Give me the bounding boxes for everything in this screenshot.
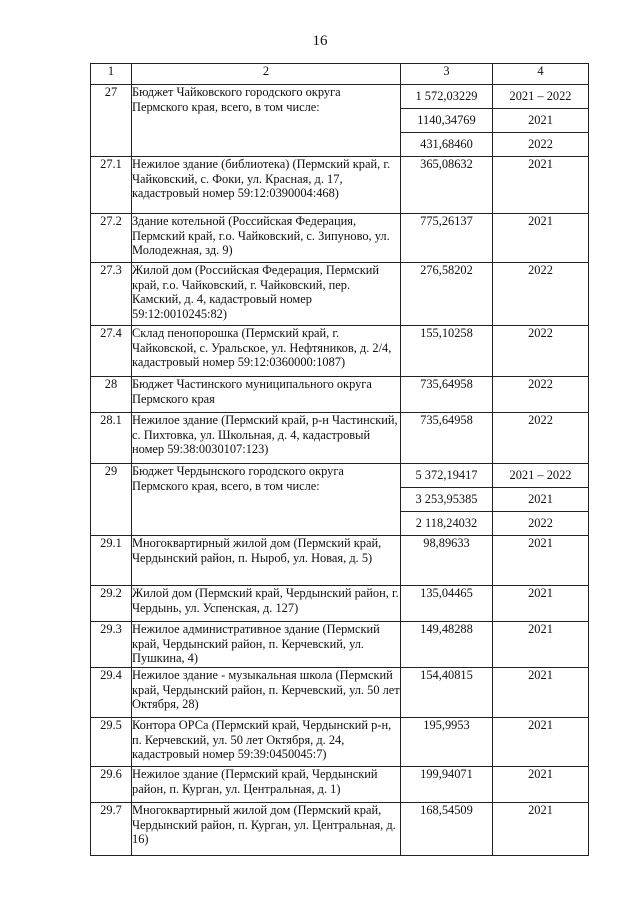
table-row bbox=[91, 157, 589, 214]
table-row bbox=[91, 263, 589, 326]
row-number: 28 bbox=[91, 377, 132, 413]
row-amount: 3 253,95385 bbox=[401, 488, 492, 512]
row-amount: 2 118,24032 bbox=[415, 516, 478, 530]
row-year: 2021 bbox=[493, 586, 589, 622]
row-name: Контора ОРСа (Пермский край, Чердынский р-н, п. Керчевский, ул. 50 лет Октября, д. 24, кадастровый номер 59:39:0450045:7) bbox=[132, 718, 401, 767]
row-year: 2021 bbox=[493, 214, 589, 263]
row-number: 29.5 bbox=[91, 718, 132, 767]
row-amount: 735,64958 bbox=[401, 377, 493, 413]
row-year: 2021 bbox=[493, 536, 589, 586]
row-amount: 775,26137 bbox=[401, 214, 493, 263]
row-amount: 365,08632 bbox=[401, 157, 493, 214]
table-row bbox=[91, 668, 589, 718]
header-row bbox=[91, 64, 589, 85]
table-row bbox=[91, 767, 589, 803]
table-row bbox=[91, 413, 589, 464]
row-year: 2021 bbox=[493, 622, 589, 668]
row-amount: 431,68460 bbox=[420, 137, 473, 151]
row-amount: 135,04465 bbox=[401, 586, 493, 622]
row-amount: 168,54509 bbox=[401, 803, 493, 856]
row-name: Бюджет Чайковского городского округа Пермского края, всего, в том числе: bbox=[132, 85, 401, 157]
row-name: Многоквартирный жилой дом (Пермский край, Чердынский район, п. Курган, ул. Центральная, д. 16) bbox=[132, 803, 401, 856]
row-name: Нежилое здание (Пермский край, р-н Частинский, с. Пихтовка, ул. Школьная, д. 4, кадастровый номер 59:38:0030107:123) bbox=[132, 413, 401, 464]
row-name: Бюджет Частинского муниципального округа Пермского края bbox=[132, 377, 401, 413]
table-row bbox=[91, 536, 589, 586]
row-years bbox=[493, 464, 589, 536]
row-amount: 5 372,19417 bbox=[401, 464, 492, 488]
row-number: 27.1 bbox=[91, 157, 132, 214]
row-name: Нежилое здание (Пермский край, Чердынский район, п. Курган, ул. Центральная, д. 1) bbox=[132, 767, 401, 803]
table-row bbox=[91, 85, 589, 157]
row-amount: 154,40815 bbox=[401, 668, 493, 718]
table-row bbox=[91, 586, 589, 622]
row-amount: 149,48288 bbox=[401, 622, 493, 668]
row-name: Здание котельной (Российская Федерация, Пермский край, г.о. Чайковский, с. Зипуново, ул. Молодежная, зд. 9) bbox=[132, 214, 401, 263]
row-number: 27 bbox=[91, 85, 132, 157]
row-year: 2021 bbox=[493, 109, 588, 133]
row-amount: 98,89633 bbox=[401, 536, 493, 586]
row-number: 29.6 bbox=[91, 767, 132, 803]
page-number: 16 bbox=[312, 33, 328, 49]
row-number: 27.2 bbox=[91, 214, 132, 263]
row-name: Нежилое здание - музыкальная школа (Пермский край, Чердынский район, п. Керчевский, ул. 50 лет Октября, 28) bbox=[132, 668, 401, 718]
row-number: 29.1 bbox=[91, 536, 132, 586]
row-name: Многоквартирный жилой дом (Пермский край, Чердынский район, п. Ныроб, ул. Новая, д. 5) bbox=[132, 536, 401, 586]
row-year: 2021 bbox=[493, 767, 589, 803]
header-col-3: 3 bbox=[401, 64, 493, 85]
row-years bbox=[493, 85, 589, 157]
row-year: 2021 – 2022 bbox=[493, 85, 588, 109]
row-year: 2021 – 2022 bbox=[493, 464, 588, 488]
row-number: 29.3 bbox=[91, 622, 132, 668]
row-year: 2021 bbox=[493, 488, 588, 512]
row-name: Склад пенопорошка (Пермский край, г. Чайковской, с. Уральское, ул. Нефтяников, д. 2/4, кадастровый номер 59:12:0360000:1087) bbox=[132, 326, 401, 377]
row-year: 2022 bbox=[493, 263, 589, 326]
row-year: 2021 bbox=[493, 718, 589, 767]
row-amount: 1 572,03229 bbox=[401, 85, 492, 109]
row-year: 2022 bbox=[493, 326, 589, 377]
row-amounts bbox=[401, 85, 493, 157]
row-amount: 1140,34769 bbox=[401, 109, 492, 133]
row-number: 29.7 bbox=[91, 803, 132, 856]
row-number: 29.4 bbox=[91, 668, 132, 718]
table-row bbox=[91, 464, 589, 536]
row-year: 2021 bbox=[493, 803, 589, 856]
row-number: 27.3 bbox=[91, 263, 132, 326]
row-amount: 155,10258 bbox=[401, 326, 493, 377]
row-number: 29.2 bbox=[91, 586, 132, 622]
row-name: Нежилое здание (библиотека) (Пермский край, г. Чайковский, с. Фоки, ул. Красная, д. 17, кадастровый номер 59:12:0390004:468) bbox=[132, 157, 401, 214]
row-number: 27.4 bbox=[91, 326, 132, 377]
table-row bbox=[91, 622, 589, 668]
table-row bbox=[91, 377, 589, 413]
row-amount: 199,94071 bbox=[401, 767, 493, 803]
header-col-1: 1 bbox=[91, 64, 132, 85]
row-amount: 276,58202 bbox=[401, 263, 493, 326]
row-amounts bbox=[401, 464, 493, 536]
row-year: 2021 bbox=[493, 668, 589, 718]
row-year: 2022 bbox=[528, 137, 553, 151]
header-col-2: 2 bbox=[132, 64, 401, 85]
table-row bbox=[91, 718, 589, 767]
row-name: Нежилое административное здание (Пермский край, Чердынский район, п. Керчевский, ул. Пушкина, 4) bbox=[132, 622, 401, 668]
table-row bbox=[91, 214, 589, 263]
row-name: Жилой дом (Российская Федерация, Пермский край, г.о. Чайковский, г. Чайковский, пер. Камский, д. 4, кадастровый номер 59:12:0010245:82) bbox=[132, 263, 401, 326]
row-name: Бюджет Чердынского городского округа Пермского края, всего, в том числе: bbox=[132, 464, 401, 536]
row-year: 2022 bbox=[493, 377, 589, 413]
row-amount: 195,9953 bbox=[401, 718, 493, 767]
table-row bbox=[91, 326, 589, 377]
row-year: 2021 bbox=[493, 157, 589, 214]
table-row bbox=[91, 803, 589, 856]
row-number: 28.1 bbox=[91, 413, 132, 464]
row-amount: 735,64958 bbox=[401, 413, 493, 464]
row-name: Жилой дом (Пермский край, Чердынский район, г. Чердынь, ул. Успенская, д. 127) bbox=[132, 586, 401, 622]
row-year: 2022 bbox=[528, 516, 553, 530]
row-number: 29 bbox=[91, 464, 132, 536]
row-year: 2022 bbox=[493, 413, 589, 464]
property-table bbox=[90, 63, 589, 856]
header-col-4: 4 bbox=[493, 64, 589, 85]
